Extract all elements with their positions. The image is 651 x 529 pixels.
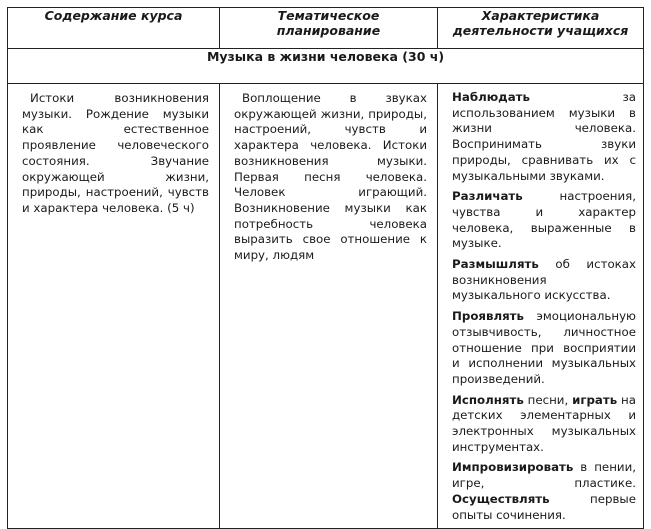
header-thematic-planning: Тематическое планирование (220, 8, 438, 49)
activity-paragraph: Исполнять песни, играть на детских элементарных и электронных музыкальных инструментах. (452, 392, 636, 454)
header-course-content: Содержание курса (8, 8, 220, 49)
course-content-cell (8, 84, 220, 529)
section-row (8, 49, 644, 84)
header-row (8, 8, 644, 49)
section-title: Музыка в жизни человека (30 ч) (8, 49, 644, 84)
thematic-planning-text: Воплощение в звуках окружающей жизни, природы, настроений, чувств и характера человека. Истоки возникновения музыки. Первая песня человека. Человек играющий. Возникновение музыки как потребность человека выразить свое отношение к миру, людям (234, 91, 427, 263)
activity-paragraph: Различать настроения, чувства и характер человека, выраженные в музыке. (452, 189, 636, 251)
activity-paragraph: Размышлять об истоках возникновения музыкального искусства. (452, 257, 636, 303)
course-content-text: Истоки возникновения музыки. Рождение музыки как естественное проявление человеческого состояния. Звучание окружающей жизни, природы, настроений, чувств и характера человека. (5 ч) (22, 91, 209, 215)
activity-paragraph: Проявлять эмоциональную отзывчивость, личностное отношение при восприятии и исполнении музыкальных произведений. (452, 309, 636, 386)
activity-paragraph: Импровизировать в пении, игре, пластике. Осуществлять первые опыты сочинения. (452, 460, 636, 522)
activity-paragraph: Наблюдать за использованием музыки в жизни человека. Воспринимать звуки природы, сравнивать их с музыкальными звуками. (452, 90, 636, 183)
thematic-planning-cell (220, 84, 438, 529)
curriculum-table (7, 7, 644, 529)
content-row (8, 84, 644, 529)
student-activity-cell (438, 84, 644, 529)
header-student-activity: Характеристика деятельности учащихся (438, 8, 644, 49)
